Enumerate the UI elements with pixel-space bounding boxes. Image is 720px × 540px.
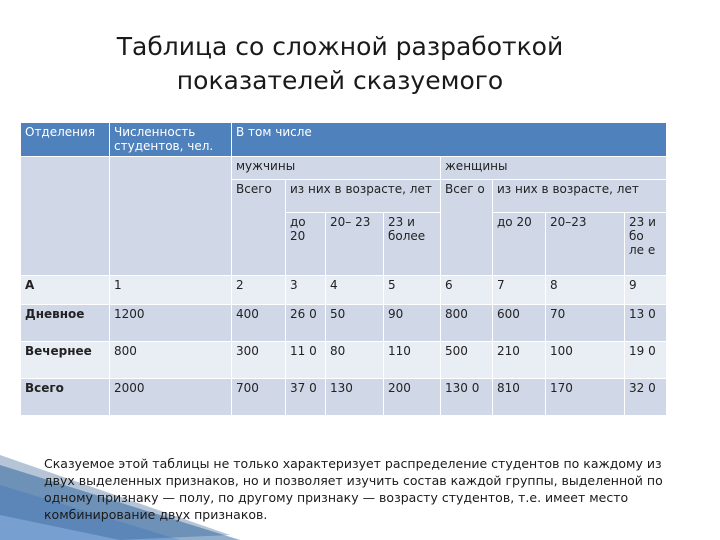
page-title bbox=[60, 30, 620, 98]
cell: 130 bbox=[326, 379, 384, 416]
table-row bbox=[21, 379, 667, 416]
header-m-20-23: 20– 23 bbox=[326, 213, 384, 276]
cell: 200 bbox=[384, 379, 441, 416]
cell: 13 0 bbox=[625, 305, 667, 342]
cell: 8 bbox=[546, 276, 625, 305]
row-label: Дневное bbox=[21, 305, 110, 342]
cell: 130 0 bbox=[441, 379, 493, 416]
table-row bbox=[21, 305, 667, 342]
header-otdeleniya: Отделения bbox=[21, 123, 110, 157]
cell: 70 bbox=[546, 305, 625, 342]
row-label: Всего bbox=[21, 379, 110, 416]
cell: 3 bbox=[286, 276, 326, 305]
cell: 5 bbox=[384, 276, 441, 305]
cell: 90 bbox=[384, 305, 441, 342]
cell: 210 bbox=[493, 342, 546, 379]
header-v-tom-chisle: В том числе bbox=[232, 123, 667, 157]
header-chislennost: Численность студентов, чел. bbox=[110, 123, 232, 157]
cell: 2000 bbox=[110, 379, 232, 416]
header-w-20-23: 20–23 bbox=[546, 213, 625, 276]
cell: 37 0 bbox=[286, 379, 326, 416]
cell: 110 bbox=[384, 342, 441, 379]
cell: 32 0 bbox=[625, 379, 667, 416]
cell: 300 bbox=[232, 342, 286, 379]
cell: 500 bbox=[441, 342, 493, 379]
header-muzhchiny: мужчины bbox=[232, 157, 441, 180]
cell: 19 0 bbox=[625, 342, 667, 379]
cell: 800 bbox=[441, 305, 493, 342]
cell: 400 bbox=[232, 305, 286, 342]
header-vsego-m: Всего bbox=[232, 180, 286, 276]
footer-paragraph: Сказуемое этой таблицы не только характеризует распределение студентов по каждому из двух выделенных признаков, но и позволяет изучить состав каждой группы, выделенной по одному признаку — полу, по другому признаку — возрасту студентов, т.е. имеет место комбинирование двух признаков. bbox=[44, 456, 663, 522]
table-row bbox=[21, 276, 667, 305]
cell: 4 bbox=[326, 276, 384, 305]
header-zhenshchiny: женщины bbox=[441, 157, 667, 180]
cell: 9 bbox=[625, 276, 667, 305]
cell: 170 bbox=[546, 379, 625, 416]
row-label: Вечернее bbox=[21, 342, 110, 379]
table-row bbox=[21, 342, 667, 379]
cell: 50 bbox=[326, 305, 384, 342]
header-w-23: 23 и бо ле е bbox=[625, 213, 667, 276]
title-line-2: показателей сказуемого bbox=[176, 66, 504, 95]
cell: 1200 bbox=[110, 305, 232, 342]
cell: 2 bbox=[232, 276, 286, 305]
header-w-do20: до 20 bbox=[493, 213, 546, 276]
header-vsego-w: Всег о bbox=[441, 180, 493, 276]
empty-cell bbox=[21, 157, 110, 276]
cell: 700 bbox=[232, 379, 286, 416]
empty-cell bbox=[110, 157, 232, 276]
cell: 26 0 bbox=[286, 305, 326, 342]
header-m-do20: до 20 bbox=[286, 213, 326, 276]
cell: 600 bbox=[493, 305, 546, 342]
row-label: А bbox=[21, 276, 110, 305]
cell: 11 0 bbox=[286, 342, 326, 379]
title-line-1: Таблица со сложной разработкой bbox=[116, 32, 564, 61]
cell: 810 bbox=[493, 379, 546, 416]
cell: 7 bbox=[493, 276, 546, 305]
header-m-23: 23 и более bbox=[384, 213, 441, 276]
cell: 800 bbox=[110, 342, 232, 379]
cell: 6 bbox=[441, 276, 493, 305]
header-vozrast-w: из них в возрасте, лет bbox=[493, 180, 667, 213]
cell: 80 bbox=[326, 342, 384, 379]
cell: 100 bbox=[546, 342, 625, 379]
header-vozrast-m: из них в возрасте, лет bbox=[286, 180, 441, 213]
students-table bbox=[20, 122, 666, 416]
cell: 1 bbox=[110, 276, 232, 305]
